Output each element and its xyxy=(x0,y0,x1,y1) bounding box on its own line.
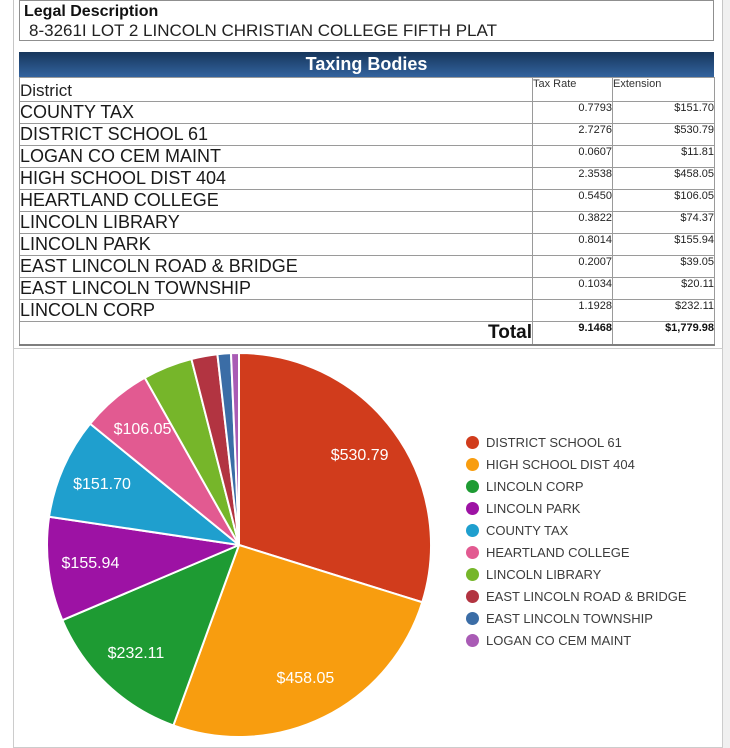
district-cell: DISTRICT SCHOOL 61 xyxy=(20,124,533,146)
legend-swatch-icon xyxy=(466,502,479,515)
legal-description-value: 8-3261I LOT 2 LINCOLN CHRISTIAN COLLEGE FIFTH PLAT xyxy=(29,21,497,40)
extension-cell: $106.05 xyxy=(613,190,715,212)
column-header-tax-rate: Tax Rate xyxy=(533,78,613,102)
total-label: Total xyxy=(20,322,533,346)
taxing-bodies-title: Taxing Bodies xyxy=(305,54,428,74)
legend-swatch-icon xyxy=(466,436,479,449)
extension-cell: $458.05 xyxy=(613,168,715,190)
legend-label: LINCOLN PARK xyxy=(486,500,581,516)
table-row xyxy=(20,300,715,322)
legend-item xyxy=(466,453,687,475)
legend-item xyxy=(466,497,687,519)
pie-chart xyxy=(39,345,439,745)
district-cell: LINCOLN LIBRARY xyxy=(20,212,533,234)
pie-slice-value-label: $458.05 xyxy=(276,670,335,688)
table-row xyxy=(20,124,715,146)
tax-rate-cell: 0.8014 xyxy=(533,234,613,256)
extension-cell: $11.81 xyxy=(613,146,715,168)
legend-label: COUNTY TAX xyxy=(486,522,569,538)
tax-rate-cell: 0.5450 xyxy=(533,190,613,212)
table-row xyxy=(20,256,715,278)
column-header-district: District xyxy=(20,78,533,102)
legend-swatch-icon xyxy=(466,590,479,603)
legend-label: DISTRICT SCHOOL 61 xyxy=(486,434,622,450)
extension-cell: $20.11 xyxy=(613,278,715,300)
column-header-extension: Extension xyxy=(613,78,715,102)
tax-rate-cell: 0.0607 xyxy=(533,146,613,168)
legend-item xyxy=(466,519,687,541)
legend-label: LOGAN CO CEM MAINT xyxy=(486,632,632,648)
table-total-row xyxy=(20,322,715,346)
legend-swatch-icon xyxy=(466,568,479,581)
chart-legend xyxy=(466,431,687,651)
legend-label: HIGH SCHOOL DIST 404 xyxy=(486,456,635,472)
district-cell: EAST LINCOLN ROAD & BRIDGE xyxy=(20,256,533,278)
page-right-margin xyxy=(723,0,730,748)
legal-description-section xyxy=(19,0,714,41)
chart-area xyxy=(13,348,723,748)
pie-slice-value-label: $151.70 xyxy=(73,475,131,493)
taxing-bodies-table xyxy=(19,77,715,346)
tax-rate-cell: 0.2007 xyxy=(533,256,613,278)
extension-cell: $530.79 xyxy=(613,124,715,146)
pie-slice-value-label: $530.79 xyxy=(330,447,389,465)
district-cell: LOGAN CO CEM MAINT xyxy=(20,146,533,168)
tax-rate-cell: 1.1928 xyxy=(533,300,613,322)
legend-swatch-icon xyxy=(466,524,479,537)
taxing-bodies-header-bar xyxy=(19,52,714,77)
tax-rate-cell: 0.1034 xyxy=(533,278,613,300)
tax-rate-cell: 0.7793 xyxy=(533,102,613,124)
district-cell: HIGH SCHOOL DIST 404 xyxy=(20,168,533,190)
pie-slice-value-label: $106.05 xyxy=(113,421,172,439)
district-cell: EAST LINCOLN TOWNSHIP xyxy=(20,278,533,300)
legend-swatch-icon xyxy=(466,480,479,493)
legal-description-title: Legal Description xyxy=(24,3,159,20)
total-tax-rate: 9.1468 xyxy=(533,322,613,346)
tax-rate-cell: 0.3822 xyxy=(533,212,613,234)
taxing-bodies-rows xyxy=(20,102,715,322)
legend-item xyxy=(466,475,687,497)
tax-rate-cell: 2.7276 xyxy=(533,124,613,146)
district-cell: LINCOLN PARK xyxy=(20,234,533,256)
legend-item xyxy=(466,607,687,629)
legend-label: LINCOLN CORP xyxy=(486,478,584,494)
legend-item xyxy=(466,585,687,607)
legend-item xyxy=(466,541,687,563)
legend-swatch-icon xyxy=(466,546,479,559)
pie-slice-value-label: $155.94 xyxy=(61,555,120,572)
extension-cell: $39.05 xyxy=(613,256,715,278)
table-row xyxy=(20,278,715,300)
district-cell: COUNTY TAX xyxy=(20,102,533,124)
table-row xyxy=(20,190,715,212)
legend-item xyxy=(466,431,687,453)
legend-item xyxy=(466,563,687,585)
total-extension: $1,779.98 xyxy=(613,322,715,346)
legend-label: EAST LINCOLN TOWNSHIP xyxy=(486,610,653,626)
district-cell: HEARTLAND COLLEGE xyxy=(20,190,533,212)
pie-slice-value-label: $232.11 xyxy=(107,644,165,662)
legend-label: HEARTLAND COLLEGE xyxy=(486,544,630,560)
table-row xyxy=(20,234,715,256)
tax-rate-cell: 2.3538 xyxy=(533,168,613,190)
legend-label: LINCOLN LIBRARY xyxy=(486,566,602,582)
extension-cell: $74.37 xyxy=(613,212,715,234)
extension-cell: $155.94 xyxy=(613,234,715,256)
table-row xyxy=(20,212,715,234)
taxing-bodies-table-wrap xyxy=(19,77,715,346)
extension-cell: $151.70 xyxy=(613,102,715,124)
legend-swatch-icon xyxy=(466,458,479,471)
table-row xyxy=(20,168,715,190)
legend-swatch-icon xyxy=(466,634,479,647)
table-header-row xyxy=(20,78,715,102)
legend-item xyxy=(466,629,687,651)
table-row xyxy=(20,102,715,124)
legend-swatch-icon xyxy=(466,612,479,625)
legend-label: EAST LINCOLN ROAD & BRIDGE xyxy=(486,588,687,604)
table-row xyxy=(20,146,715,168)
district-cell: LINCOLN CORP xyxy=(20,300,533,322)
extension-cell: $232.11 xyxy=(613,300,715,322)
